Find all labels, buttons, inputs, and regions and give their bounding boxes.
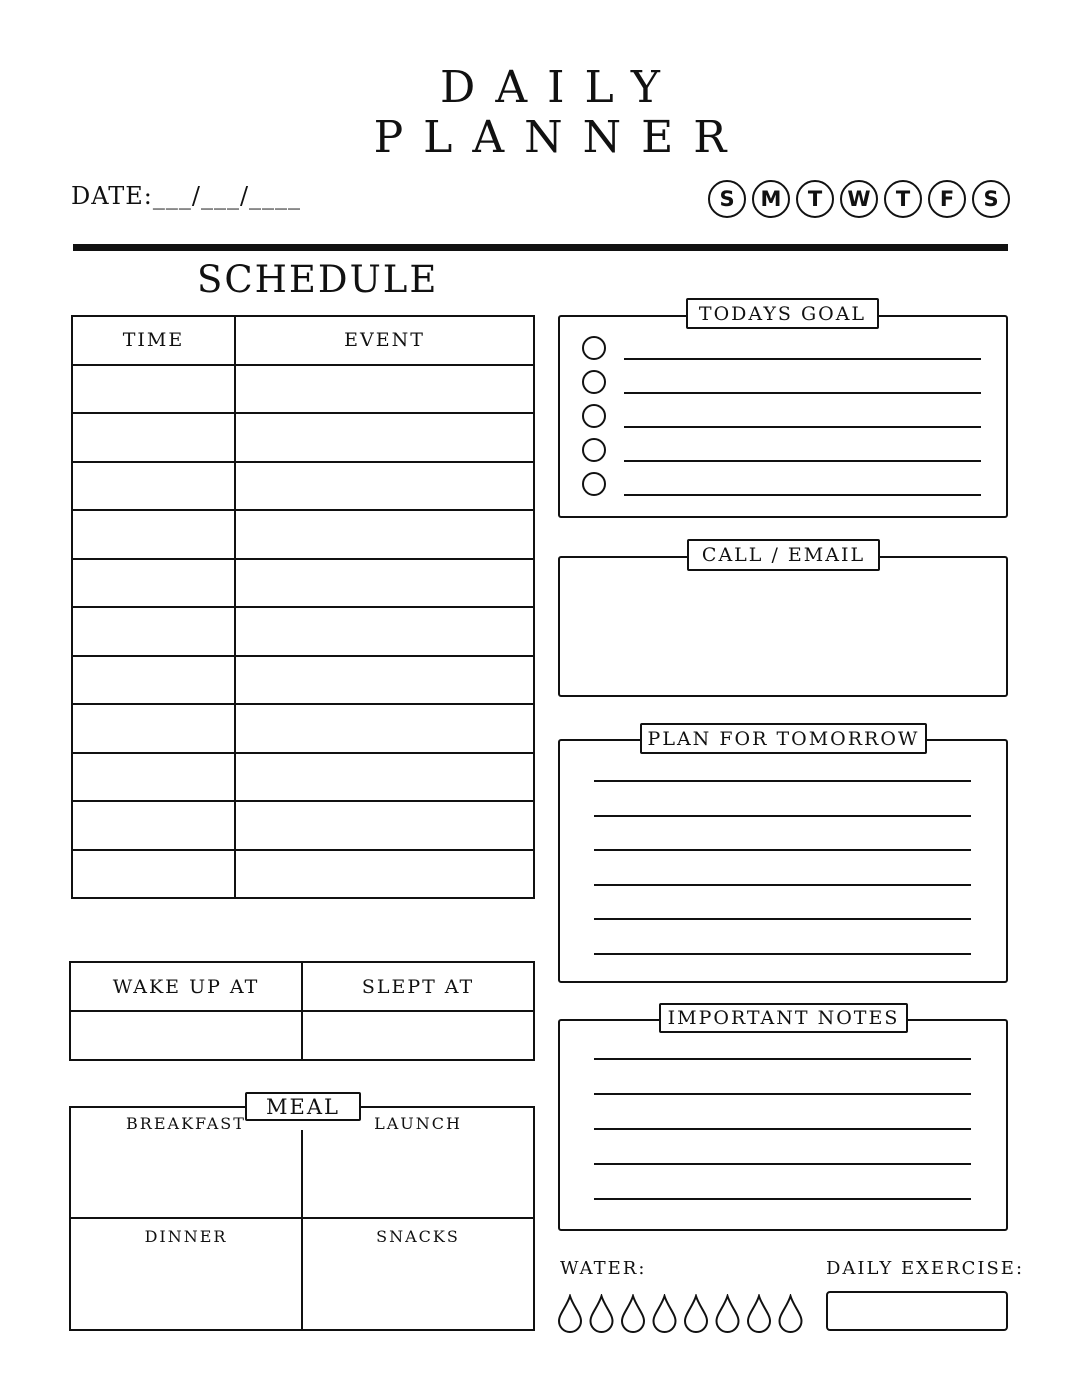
notes-line[interactable]: [594, 1093, 971, 1095]
title-daily: DAILY: [440, 62, 680, 113]
time-cell[interactable]: [72, 365, 235, 414]
slept-at-header: SLEPT AT: [302, 962, 534, 1011]
goal-checkbox[interactable]: [582, 404, 606, 428]
schedule-row: [72, 704, 534, 753]
water-drop-icon[interactable]: [622, 1296, 644, 1332]
plan-line[interactable]: [594, 815, 971, 817]
wake-up-cell[interactable]: [70, 1011, 302, 1060]
event-header: EVENT: [235, 316, 534, 365]
weekday-6[interactable]: S: [972, 180, 1010, 218]
schedule-row: [72, 365, 534, 414]
daily-exercise-label: DAILY EXERCISE:: [826, 1258, 1025, 1279]
notes-line[interactable]: [594, 1163, 971, 1165]
sleep-table: [69, 961, 535, 1061]
water-drop-icon[interactable]: [717, 1296, 739, 1332]
snacks-label: SNACKS: [376, 1227, 460, 1246]
time-cell[interactable]: [72, 801, 235, 850]
water-drops-svg: [557, 1294, 807, 1334]
schedule-row: [72, 607, 534, 656]
water-label: WATER:: [560, 1258, 647, 1279]
plan-line[interactable]: [594, 780, 971, 782]
plan-tomorrow-title: PLAN FOR TOMORROW: [640, 723, 927, 754]
event-cell[interactable]: [235, 656, 534, 705]
event-cell[interactable]: [235, 753, 534, 802]
goal-checkbox[interactable]: [582, 438, 606, 462]
plan-tomorrow-box: [558, 739, 1008, 983]
schedule-title: SCHEDULE: [197, 258, 439, 301]
wake-up-header: WAKE UP AT: [70, 962, 302, 1011]
time-cell[interactable]: [72, 510, 235, 559]
title-planner: PLANNER: [373, 112, 747, 163]
time-cell[interactable]: [72, 607, 235, 656]
schedule-row: [72, 656, 534, 705]
time-cell[interactable]: [72, 413, 235, 462]
schedule-table: [71, 315, 535, 899]
event-cell[interactable]: [235, 462, 534, 511]
plan-line[interactable]: [594, 953, 971, 955]
goal-line[interactable]: [624, 358, 981, 360]
water-drop-icon[interactable]: [685, 1296, 707, 1332]
goal-line[interactable]: [624, 460, 981, 462]
event-cell[interactable]: [235, 510, 534, 559]
lunch-label: LAUNCH: [374, 1114, 462, 1133]
water-drops: [557, 1294, 807, 1334]
schedule-header-row: [72, 316, 534, 365]
goal-line[interactable]: [624, 494, 981, 496]
goal-line[interactable]: [624, 426, 981, 428]
time-header: TIME: [72, 316, 235, 365]
weekday-1[interactable]: M: [752, 180, 790, 218]
call-email-title: CALL / EMAIL: [687, 539, 880, 571]
time-cell[interactable]: [72, 704, 235, 753]
date-field[interactable]: DATE:___/___/____: [71, 182, 302, 210]
notes-line[interactable]: [594, 1128, 971, 1130]
event-cell[interactable]: [235, 413, 534, 462]
important-notes-title: IMPORTANT NOTES: [659, 1003, 908, 1033]
time-cell[interactable]: [72, 850, 235, 899]
schedule-row: [72, 753, 534, 802]
meal-title: MEAL: [245, 1092, 361, 1121]
weekday-2[interactable]: T: [796, 180, 834, 218]
breakfast-label: BREAKFAST: [126, 1114, 246, 1133]
call-email-box[interactable]: [558, 556, 1008, 697]
event-cell[interactable]: [235, 801, 534, 850]
weekday-0[interactable]: S: [708, 180, 746, 218]
goal-checkbox[interactable]: [582, 472, 606, 496]
weekday-5[interactable]: F: [928, 180, 966, 218]
weekday-3[interactable]: W: [840, 180, 878, 218]
event-cell[interactable]: [235, 365, 534, 414]
notes-line[interactable]: [594, 1198, 971, 1200]
todays-goal-box: [558, 315, 1008, 518]
event-cell[interactable]: [235, 607, 534, 656]
goal-checkbox[interactable]: [582, 336, 606, 360]
event-cell[interactable]: [235, 850, 534, 899]
schedule-row: [72, 462, 534, 511]
time-cell[interactable]: [72, 656, 235, 705]
water-drop-icon[interactable]: [559, 1296, 581, 1332]
schedule-row: [72, 413, 534, 462]
slept-at-cell[interactable]: [302, 1011, 534, 1060]
weekday-selector: [708, 180, 1016, 218]
time-cell[interactable]: [72, 753, 235, 802]
meal-vertical-divider: [301, 1130, 303, 1331]
schedule-row: [72, 510, 534, 559]
goal-checkbox[interactable]: [582, 370, 606, 394]
water-drop-icon[interactable]: [654, 1296, 676, 1332]
schedule-row: [72, 850, 534, 899]
water-drop-icon[interactable]: [780, 1296, 802, 1332]
schedule-row: [72, 801, 534, 850]
header-divider: [73, 244, 1008, 251]
water-drop-icon[interactable]: [591, 1296, 613, 1332]
notes-line[interactable]: [594, 1058, 971, 1060]
event-cell[interactable]: [235, 559, 534, 608]
dinner-label: DINNER: [144, 1227, 228, 1246]
water-drop-icon[interactable]: [748, 1296, 770, 1332]
weekday-4[interactable]: T: [884, 180, 922, 218]
plan-line[interactable]: [594, 849, 971, 851]
meal-horizontal-divider: [69, 1217, 535, 1219]
todays-goal-title: TODAYS GOAL: [686, 298, 879, 329]
goal-line[interactable]: [624, 392, 981, 394]
time-cell[interactable]: [72, 559, 235, 608]
plan-line[interactable]: [594, 918, 971, 920]
time-cell[interactable]: [72, 462, 235, 511]
event-cell[interactable]: [235, 704, 534, 753]
schedule-row: [72, 559, 534, 608]
daily-exercise-field[interactable]: [826, 1291, 1008, 1331]
plan-line[interactable]: [594, 884, 971, 886]
